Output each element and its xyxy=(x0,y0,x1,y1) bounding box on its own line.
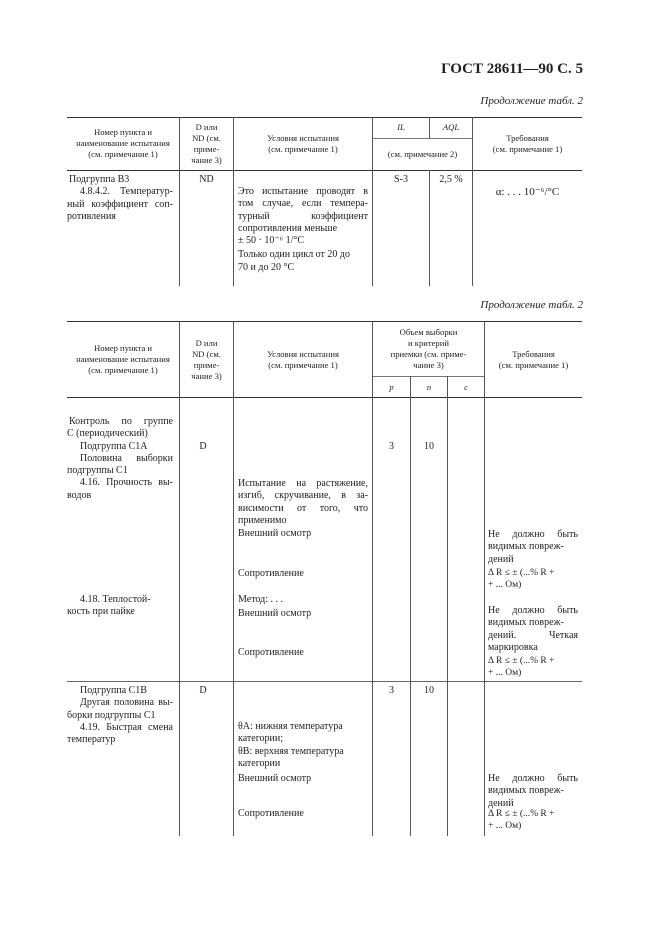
item-418: 4.18. Теплостой- кость при пайке xyxy=(67,594,151,618)
col-c-header: c xyxy=(464,382,468,392)
page-header: ГОСТ 28611—90 С. 5 xyxy=(441,61,583,77)
col-n-header: n xyxy=(426,382,432,392)
col-note2-header: (см. примечание 2) xyxy=(387,149,458,159)
conditions-theta-a: θA: нижняя температура категории; xyxy=(238,721,343,745)
table1-continuation-label: Продолжение табл. 2 xyxy=(480,95,583,107)
req-no-damage-marking: Не должно быть видимых повреж- дений. Четкая маркировка xyxy=(488,605,578,653)
conditions-theta-b: θB: верхняя температура категории xyxy=(238,746,344,770)
section-n: 10 xyxy=(424,685,434,696)
col-p-header: p xyxy=(389,382,394,392)
conditions-tensile: Испытание на растяжение, изгиб, скручивание, в за- висимости от того, что применимо xyxy=(238,478,368,526)
row-aql: 2,5 % xyxy=(439,174,463,185)
col-conditions-header: Условия испытания (см. примечание 1) xyxy=(267,349,339,370)
section-item: Контроль по группе С (периодический) Подгруппа C1A Половина выборки подгруппы C1 4.16. Прочность вы- водов xyxy=(67,416,173,501)
row-req: α: . . . 10⁻⁶/°С xyxy=(495,186,560,198)
conditions-resistance: Сопротивление xyxy=(238,568,304,579)
conditions-resistance-2: Сопротивление xyxy=(238,647,304,658)
section-dnd: D xyxy=(199,685,207,696)
conditions-method: Метод: . . . xyxy=(238,594,284,605)
col-il-header: IL xyxy=(397,122,405,132)
conditions-visual-2: Внешний осмотр xyxy=(238,608,312,619)
section-p: 3 xyxy=(389,685,394,696)
col-req-header: Требования (см. примечание 1) xyxy=(498,349,569,370)
col-item-header: Номер пункта и наименование испытания (см. примечание 1) xyxy=(76,127,170,159)
req-resistance-3: Δ R ≤ ± (...% R + + ... Ом) xyxy=(488,809,555,832)
conditions-resistance-3: Сопротивление xyxy=(238,808,304,819)
row-item: Подгруппа B3 4.8.4.2. Температур- ный коэффициент соп- ротивления xyxy=(67,174,173,222)
conditions-visual: Внешний осмотр xyxy=(238,528,312,539)
row-conditions: Это испытание проводят в том случае, если темпера- турный коэффициент сопротивления меньше ± 50 · 10⁻⁶ 1/°С Только один цикл от 20 до 70 и до 20 °С xyxy=(238,186,368,273)
section-n: 10 xyxy=(424,441,434,452)
req-resistance-2: Δ R ≤ ± (...% R + + ... Ом) xyxy=(488,656,555,679)
col-dnd-header: D или ND (см. приме- чание 3) xyxy=(191,122,222,165)
col-req-header: Требования (см. примечание 1) xyxy=(492,133,563,154)
section-item: Подгруппа C1B Другая половина вы- борки подгруппы C1 4.19. Быстрая смена температур xyxy=(67,685,173,746)
row-il: S-3 xyxy=(394,174,408,185)
col-aql-header: AQL xyxy=(442,122,460,132)
table2-continuation-label: Продолжение табл. 2 xyxy=(480,299,583,311)
col-sample-header: Объем выборки и критерий приемки (см. приме- чание 3) xyxy=(390,327,467,370)
row-dnd: ND xyxy=(199,174,214,185)
col-conditions-header: Условия испытания (см. примечание 1) xyxy=(267,133,339,154)
section-p: 3 xyxy=(389,441,394,452)
section-dnd: D xyxy=(199,441,207,452)
col-dnd-header: D или ND (см. приме- чание 3) xyxy=(191,338,222,381)
req-no-damage-3: Не должно быть видимых повреж- дений xyxy=(488,773,578,809)
req-resistance: Δ R ≤ ± (...% R + + ... Ом) xyxy=(488,568,555,591)
req-no-damage: Не должно быть видимых повреж- дений xyxy=(488,529,578,565)
col-item-header: Номер пункта и наименование испытания (см. примечание 1) xyxy=(76,343,170,375)
conditions-visual-3: Внешний осмотр xyxy=(238,773,312,784)
